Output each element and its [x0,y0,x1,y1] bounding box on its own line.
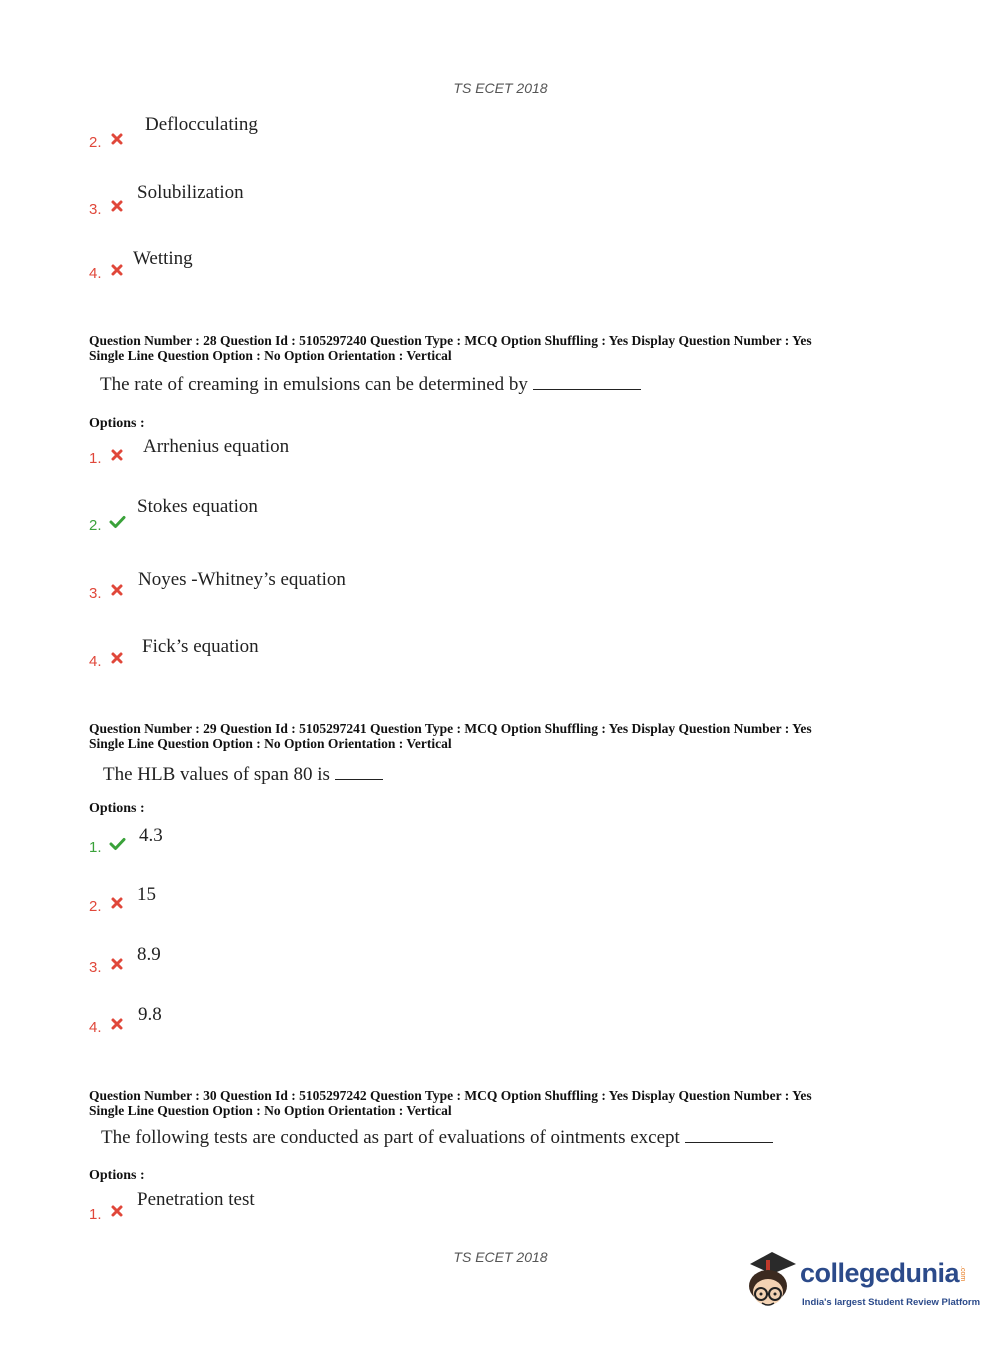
answer-blank [335,763,383,780]
mascot-icon [742,1250,802,1316]
option-text: Arrhenius equation [143,436,290,457]
wrong-icon [110,132,124,146]
wrong-icon [110,896,124,910]
option-number: 4. [89,1019,102,1036]
option-number: 2. [89,134,102,151]
check-icon [109,515,126,529]
options-label: Options : [89,801,145,816]
option-number: 4. [89,653,102,670]
wrong-icon [110,199,124,213]
wrong-icon [110,448,124,462]
option-text: Solubilization [137,182,244,203]
logo-domain: .com [959,1266,966,1282]
option-number: 1. [89,1206,102,1223]
wrong-icon [110,583,124,597]
option-text: 15 [137,884,156,905]
option-text: Fick’s equation [142,636,259,657]
question-text: The rate of creaming in emulsions can be determined by [100,373,641,396]
option-text: Penetration test [137,1189,255,1210]
option-number: 2. [89,898,102,915]
wrong-icon [110,651,124,665]
option-number: 3. [89,201,102,218]
wrong-icon [110,1017,124,1031]
option-text: 8.9 [137,944,161,965]
option-number: 3. [89,585,102,602]
collegedunia-logo [742,1250,981,1316]
page-header: TS ECET 2018 [453,80,548,96]
answer-blank [533,373,641,390]
option-text: 4.3 [139,825,163,846]
answer-blank [685,1126,773,1143]
question-text: The HLB values of span 80 is [103,763,383,786]
wrong-icon [110,263,124,277]
question-text: The following tests are conducted as part of evaluations of ointments except [101,1126,773,1149]
option-number: 1. [89,450,102,467]
question-meta: Question Number : 28 Question Id : 5105297240 Question Type : MCQ Option Shuffling : Yes Display Question Number : Yes Single Line Question Option : No Option Orientation : Vertical [89,333,812,363]
logo-brand: collegedunia [800,1258,960,1288]
question-meta: Question Number : 29 Question Id : 5105297241 Question Type : MCQ Option Shuffling : Yes Display Question Number : Yes Single Line Question Option : No Option Orientation : Vertical [89,721,812,751]
wrong-icon [110,1204,124,1218]
option-number: 4. [89,265,102,282]
option-number: 3. [89,959,102,976]
options-label: Options : [89,1168,145,1183]
question-meta: Question Number : 30 Question Id : 5105297242 Question Type : MCQ Option Shuffling : Yes Display Question Number : Yes Single Line Question Option : No Option Orientation : Vertical [89,1088,812,1118]
check-icon [109,837,126,851]
option-text: Stokes equation [137,496,258,517]
option-number: 2. [89,517,102,534]
page-footer: TS ECET 2018 [453,1249,548,1265]
option-text: Deflocculating [145,114,258,135]
options-label: Options : [89,416,145,431]
logo-tagline: India's largest Student Review Platform [802,1297,981,1308]
option-text: Wetting [133,248,193,269]
option-text: 9.8 [138,1004,162,1025]
option-number: 1. [89,839,102,856]
option-text: Noyes -Whitney’s equation [138,569,346,590]
wrong-icon [110,957,124,971]
